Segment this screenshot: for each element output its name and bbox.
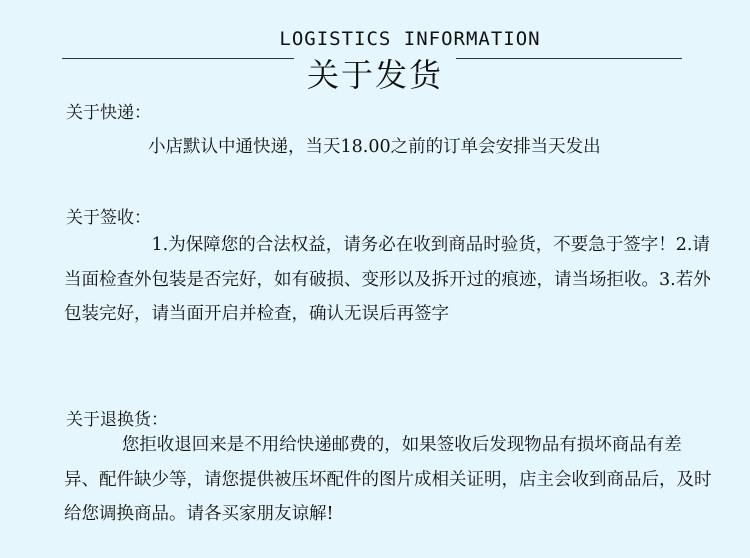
section-body-returns: 您拒收退回来是不用给快递邮费的，如果签收后发现物品有损坏商品有差异、配件缺少等，请您提供被压坏配件的图片成相关证明，店主会收到商品后，及时给您调换商品。请各买家朋友谅解! [64,435,712,524]
english-title: LOGISTICS INFORMATION [279,28,541,50]
section-heading-returns: 关于退换货： [66,410,168,430]
page-title: 关于发货 [306,56,443,94]
section-heading-signing: 关于签收： [66,208,151,228]
section-heading-express: 关于快递： [66,103,151,123]
section-body-signing: 1.为保障您的合法权益，请务必在收到商品时验货，不要急于签字！2.请当面检查外包装是否完好，如有破损、变形以及拆开过的痕迹，请当场拒收。3.若外包装完好，请当面开启并检查，确认无误后再签字 [64,235,711,324]
section-body-express: 小店默认中通快递，当天18.00之前的订单会安排当天发出 [148,137,601,157]
